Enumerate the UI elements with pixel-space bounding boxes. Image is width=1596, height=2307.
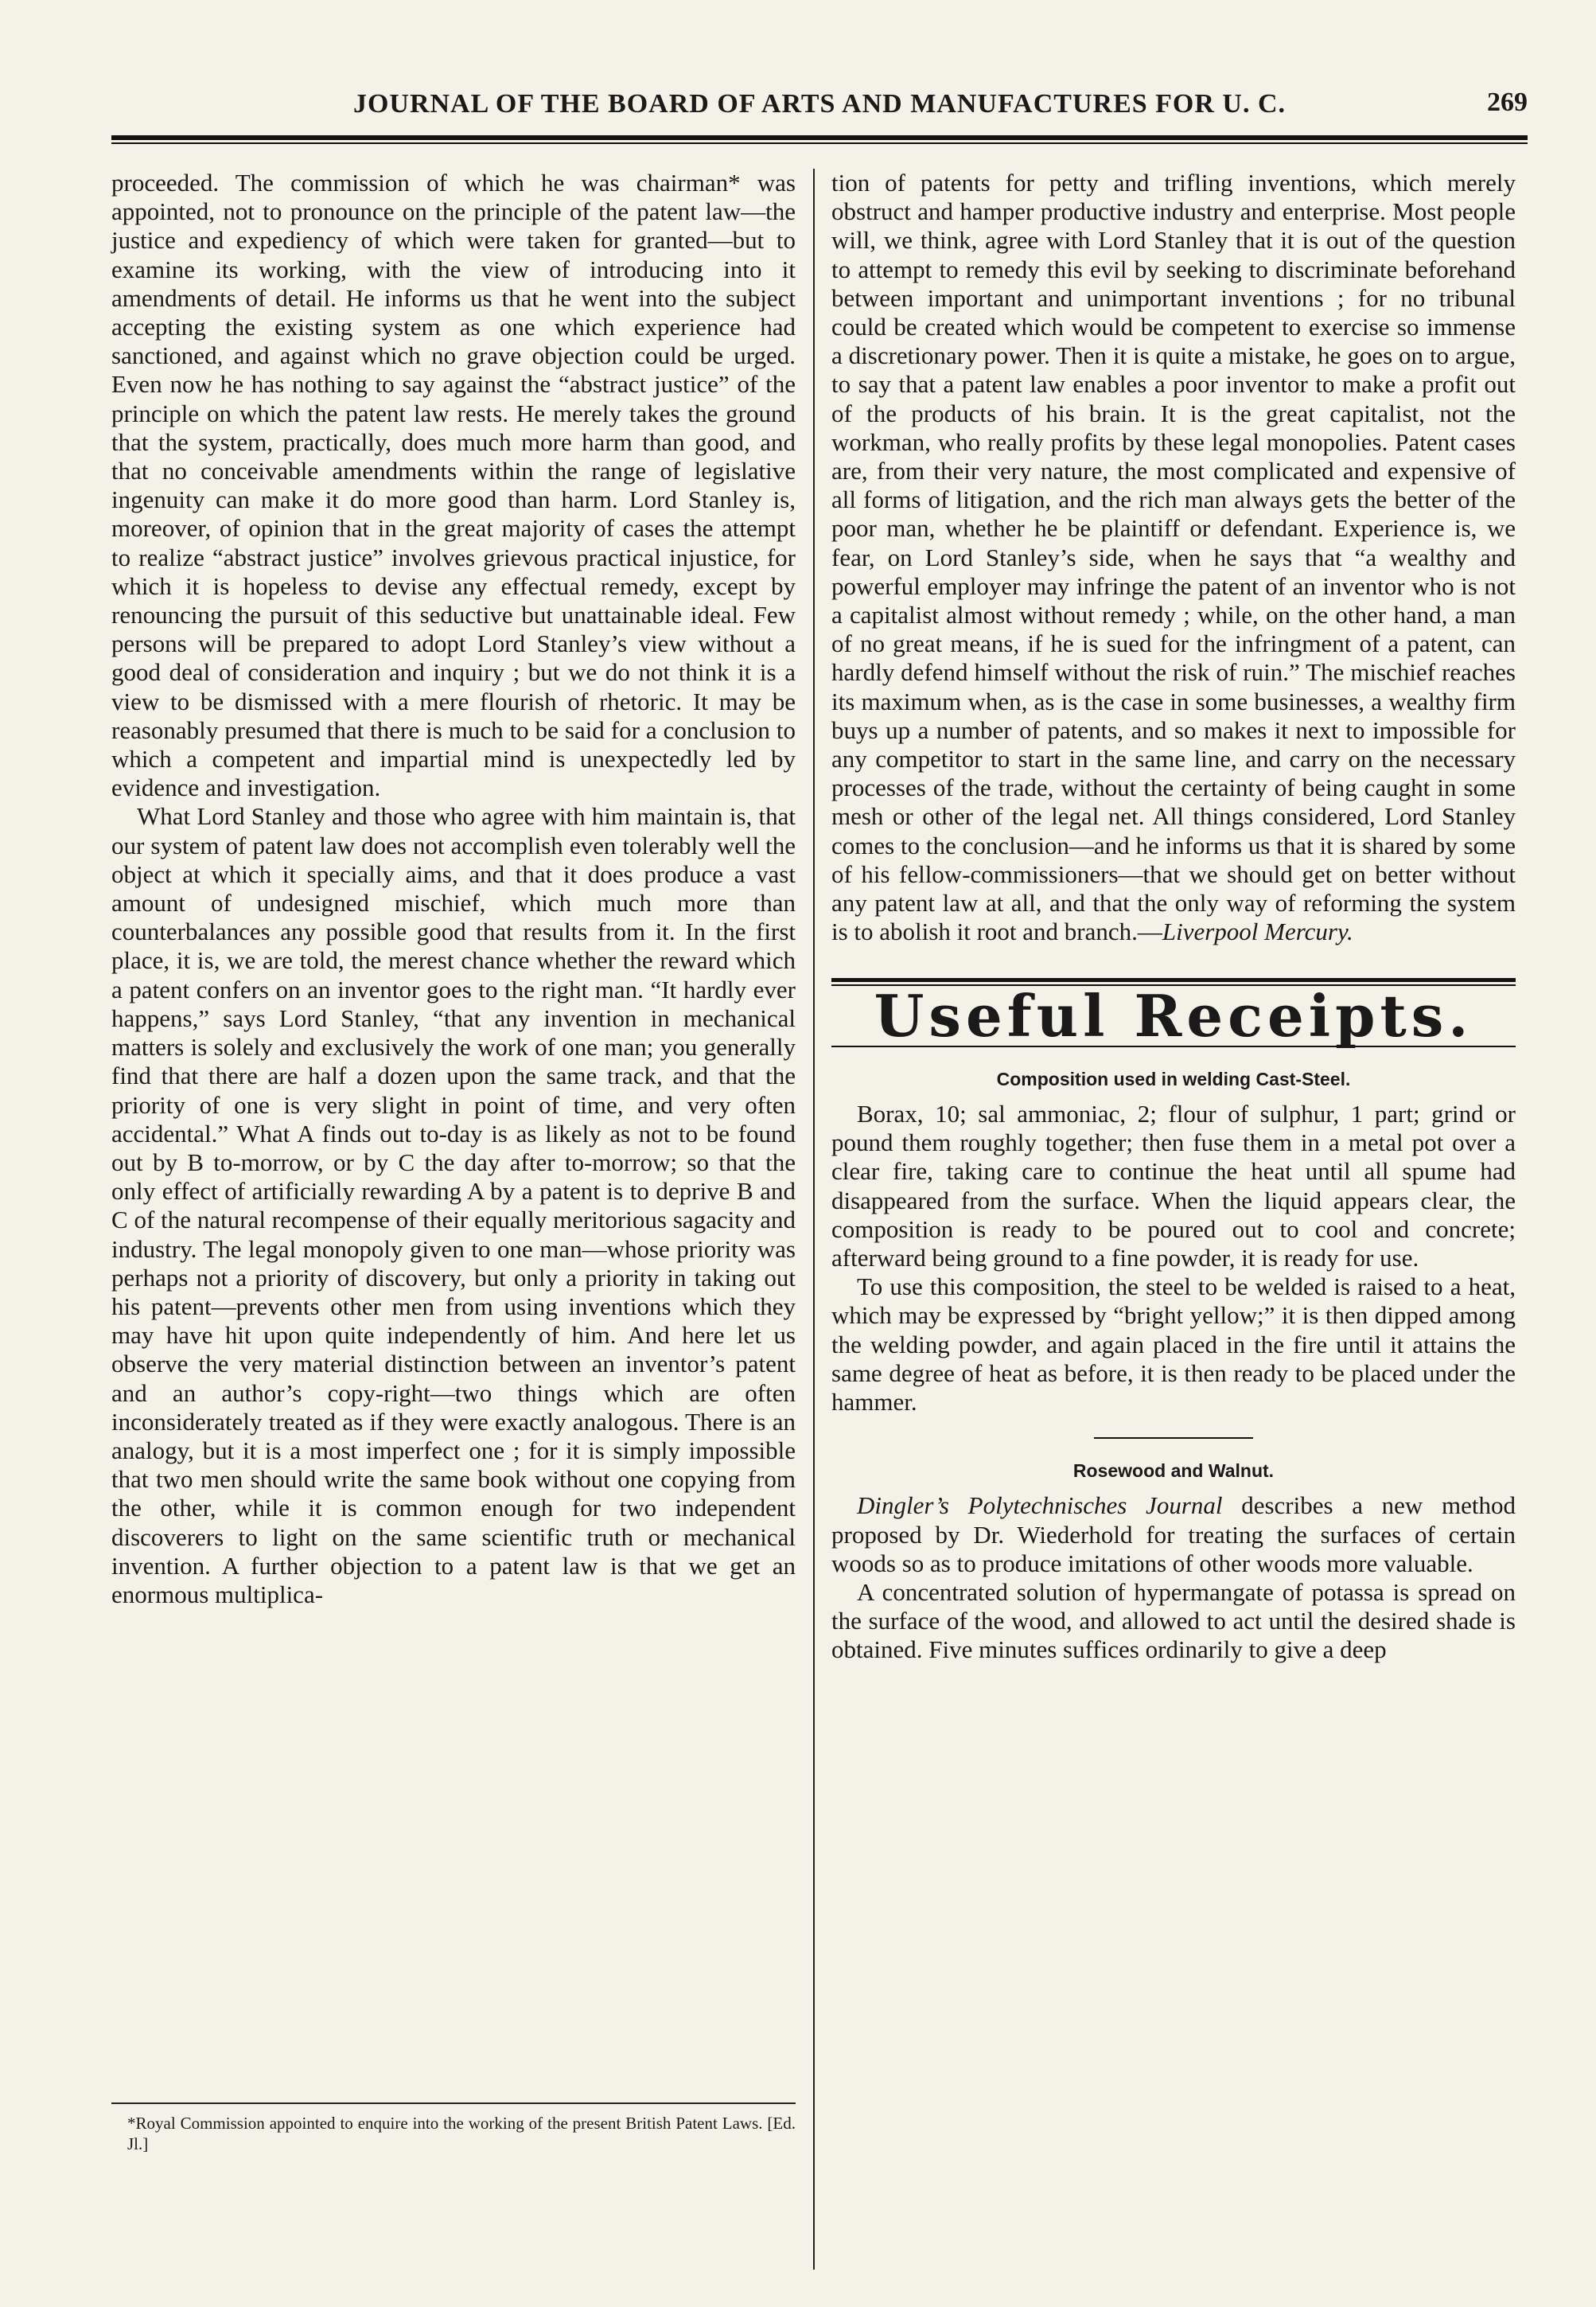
- recipe-title: Composition used in welding Cast-Steel.: [996, 1068, 1351, 1089]
- footnote-rule: [111, 2102, 796, 2104]
- paragraph: Borax, 10; sal ammoniac, 2; flour of sulphur, 1 part; grind or pound them roughly together; then fuse them in a metal pot over a clear fire, taking care to continue the heat until all spume had disappeared from the surface. When the liquid appears clear, the composition is ready to be poured out to cool and concrete; afterward being ground to a fine powder, it is ready for use.: [831, 1099, 1516, 1272]
- header-rule: [111, 135, 1528, 144]
- paragraph: To use this composition, the steel to be welded is raised to a heat, which may be expressed by “bright yellow;” it is then dipped among the welding powder, and again placed in the fire until it attains the same degree of heat as before, it is then ready to be placed under the hammer.: [831, 1272, 1516, 1416]
- left-column: [111, 169, 796, 2206]
- paragraph: [831, 1491, 1516, 1578]
- footnote: *Royal Commission appointed to enquire into the working of the present British Patent Laws. [Ed. Jl.]: [127, 2114, 796, 2153]
- paragraph: [831, 169, 1516, 946]
- recipe-title: Rosewood and Walnut.: [1072, 1460, 1275, 1482]
- page-header: [111, 86, 1528, 134]
- source-citation: Liverpool Mercury.: [1162, 918, 1353, 946]
- page-number: 269: [1487, 88, 1528, 117]
- section-heading: Useful Receipts.: [874, 982, 1473, 1050]
- divider: [1094, 1437, 1253, 1439]
- column-divider: [813, 169, 815, 2270]
- paragraph: A concentrated solution of hypermangate of potassa is spread on the surface of the wood, and allowed to act until the desired shade is obtained. Five minutes suffices ordinarily to give a deep: [831, 1577, 1516, 1664]
- continuation-text: tion of patents for petty and trifling inventions, which merely obstruct and hamper productive industry and enterprise. Most people will, we think, agree with Lord Stanley that it is out of the question to attempt to remedy this evil by seeking to discriminate beforehand between important and unimportant inventions ; for no tribunal could be created which would be competent to exercise so immense a discretionary power. Then it is quite a mistake, he goes on to argue, to say that a patent law enables a poor inventor to make a profit out of the products of his brain. It is the great capitalist, not the workman, who really profits by these legal monopolies. Patent cases are, from their very nature, the most complicated and expensive of all forms of litigation, and the rich man always gets the better of the poor man, whether he be plaintiff or defendant. Experience is, we fear, on Lord Stanley’s side, when he says that “a wealthy and powerful employer may infringe the patent of an inventor who is not a capitalist almost without remedy ; while, on the other hand, a man of no great means, if he is sued for the infringment of a patent, can hardly defend himself without the risk of ruin.” The mischief reaches its maximum when, as is the case in some businesses, a wealthy firm buys up a number of patents, and so makes it next to impossible for any competitor to start in the same line, and carry on the necessary processes of the trade, without the certainty of being caught in some mesh or other of the legal net. All things considered, Lord Stanley comes to the conclusion—and he informs us that it is shared by some of his fellow-commissioners—that we should get on better without any patent law at all, and that the only way of reforming the system is to abolish it root and branch.—: [831, 169, 1516, 946]
- right-column: [831, 169, 1516, 2270]
- paragraph: What Lord Stanley and those who agree with him maintain is, that our system of patent law does not accomplish even tolerably well the object at which it specially aims, and that it does produce a vast amount of undesigned mischief, which much more than counterbalances any possible good that results from it. In the first place, it is, we are told, the merest chance whether the reward which a patent confers on an inventor goes to the right man. “It hardly ever happens,” says Lord Stanley, “that any invention in mechanical matters is solely and exclusively the work of one man; you generally find that there are half a dozen upon the same track, and that the priority of one is very slight in point of time, and very often accidental.” What A finds out to-day is as likely as not to be found out by B to-morrow, or by C the day after to-morrow; so that the only effect of artificially rewarding A by a patent is to deprive B and C of the natural recompense of their equally meritorious sagacity and industry. The legal monopoly given to one man—whose priority was perhaps not a priority of discovery, but only a priority in taking out his patent—prevents other men from using inventions which they may have hit upon quite independently of him. And here let us observe the very material distinction between an inventor’s patent and an author’s copy-right—two things which are often inconsiderately treated as if they were exactly analogous. There is an analogy, but it is a most imperfect one ; for it is simply impossible that two men should write the same book without one copying from the other, while it is common enough for two independent discoverers to light on the same scientific truth or mechanical invention. A further objection to a patent law is that we get an enormous multiplica-: [111, 802, 796, 1608]
- paragraph-text: describes a new method proposed by Dr. Wiederhold for treating the surfaces of certain woods so as to produce imitations of other woods more valuable.: [831, 1491, 1516, 1577]
- running-title: JOURNAL OF THE BOARD OF ARTS AND MANUFACTURES FOR U. C.: [352, 89, 1287, 119]
- journal-name: Dingler’s Polytechnisches Journal: [857, 1491, 1223, 1520]
- paragraph: proceeded. The commission of which he was chairman* was appointed, not to pronounce on the principle of the patent law—the justice and expediency of which were taken for granted—but to examine its working, with the view of introducing into it amendments of detail. He informs us that he went into the subject accepting the existing system as one which experience had sanctioned, and against which no grave objection could be urged. Even now he has nothing to say against the “abstract justice” of the principle on which the patent law rests. He merely takes the ground that the system, practically, does much more harm than good, and that no conceivable amendments within the range of legislative ingenuity can make it do more good than harm. Lord Stanley is, moreover, of opinion that in the great majority of cases the attempt to realize “abstract justice” involves grievous practical injustice, for which it is hopeless to devise any effectual remedy, except by renouncing the pursuit of this seductive but unattainable ideal. Few persons will be prepared to adopt Lord Stanley’s view without a good deal of consideration and inquiry ; but we do not think it is a view to be dismissed with a mere flourish of rhetoric. It may be reasonably presumed that there is much to be said for a conclusion to which a competent and impartial mind is unexpectedly led by evidence and investigation.: [111, 169, 796, 802]
